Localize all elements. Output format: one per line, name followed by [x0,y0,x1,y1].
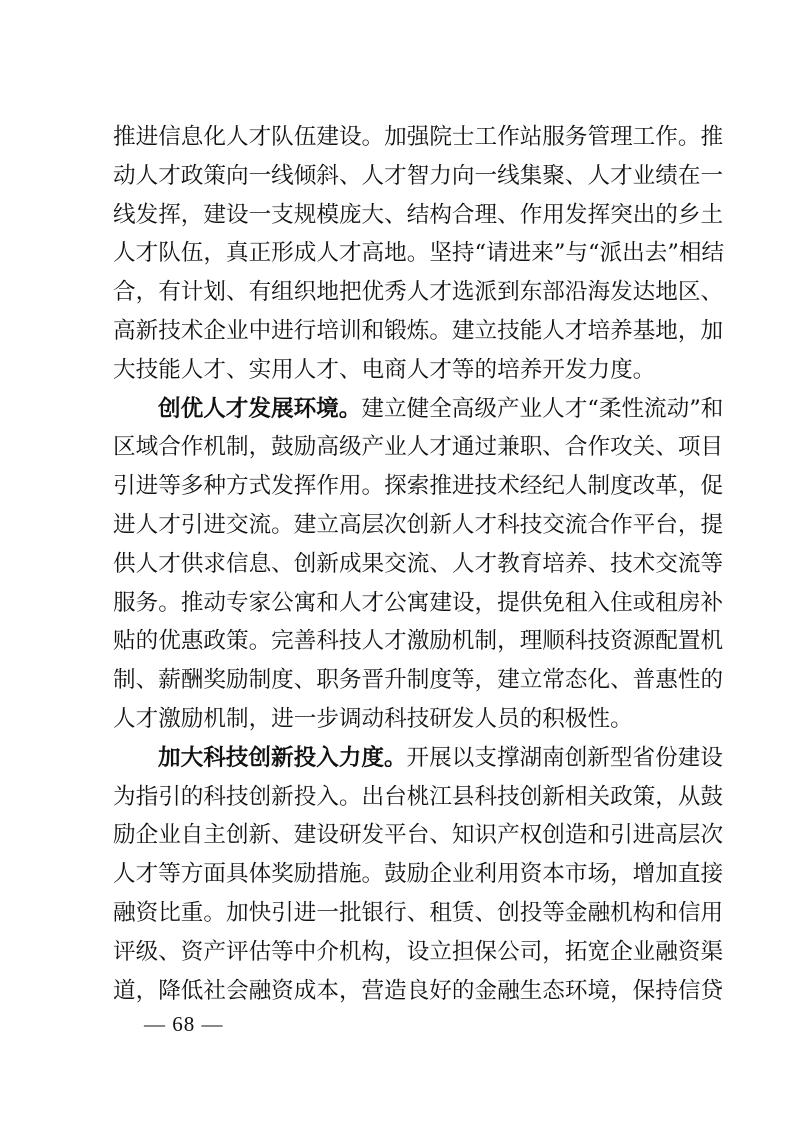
text-line: 励 企 业 自 主 创 新 、 建 设 研 发 平 台 、 知 识 产 权 创 造 和 引 进 高 层 次 [113,822,724,849]
page-number: — 68 — [144,1012,224,1036]
text-line: 为 指 引 的 科 技 创 新 投 入 。 出 台 桃 江 县 科 技 创 新 相 关 政 策 ， 从 鼓 [113,783,724,810]
text-line: 人 才 队 伍 ， 真 正 形 成 人 才 高 地 。 坚 持 “ 请 进 来 ” 与 “ 派 出 去 ” 相 结 [113,240,725,267]
text-line: 供 人 才 供 求 信 息 、 创 新 成 果 交 流 、 人 才 教 育 培 养 、 技 术 交 流 等 [113,550,724,577]
text-line: 服 务 。 推 动 专 家 公 寓 和 人 才 公 寓 建 设 ， 提 供 免 租 入 住 或 租 房 补 [113,589,724,616]
text-line: 人 才 激 励 机 制 ， 进 一 步 调 动 科 技 研 发 人 员 的 积 极 性 。 [113,705,633,732]
text-line: 加 大 科 技 创 新 投 入 力 度 。 开 展 以 支 撑 湖 南 创 新 型 省 份 建 设 [158,744,723,771]
text-line: 合 ， 有 计 划 、 有 组 织 地 把 优 秀 人 才 选 派 到 东 部 沿 海 发 达 地 区 、 [113,279,724,306]
text-line: 引 进 等 多 种 方 式 发 挥 作 用 。 探 索 推 进 技 术 经 纪 人 制 度 改 革 ， 促 [113,473,724,500]
body-text [113,118,725,1010]
text-line: 融 资 比 重 。 加 快 引 进 一 批 银 行 、 租 赁 、 创 投 等 金 融 机 构 和 信 用 [113,899,724,926]
text-line: 高 新 技 术 企 业 中 进 行 培 训 和 锻 炼 。 建 立 技 能 人 才 培 养 基 地 ， 加 [113,317,724,344]
text-line: 制 、 薪 酬 奖 励 制 度 、 职 务 晋 升 制 度 等 ， 建 立 常 态 化 、 普 惠 性 的 [113,667,724,694]
text-line: 人 才 等 方 面 具 体 奖 励 措 施 。 鼓 励 企 业 利 用 资 本 市 场 ， 增 加 直 接 [113,861,724,888]
text-line: 线 发 挥 ， 建 设 一 支 规 模 庞 大 、 结 构 合 理 、 作 用 发 挥 突 出 的 乡 土 [113,201,724,228]
text-line: 评 级 、 资 产 评 估 等 中 介 机 构 ， 设 立 担 保 公 司 ， 拓 宽 企 业 融 资 渠 [113,938,724,965]
text-line: 道 ， 降 低 社 会 融 资 成 本 ， 营 造 良 好 的 金 融 生 态 环 境 ， 保 持 信 贷 [113,977,724,1004]
text-line: 大 技 能 人 才 、 实 用 人 才 、 电 商 人 才 等 的 培 养 开 发 力 度 。 [113,356,656,383]
text-line: 动 人 才 政 策 向 一 线 倾 斜 、 人 才 智 力 向 一 线 集 聚 、 人 才 业 绩 在 一 [113,162,724,189]
text-line: 创 优 人 才 发 展 环 境 。 建 立 健 全 高 级 产 业 人 才 “ 柔 性 流 动 ” 和 [158,395,724,422]
text-line: 推 进 信 息 化 人 才 队 伍 建 设 。 加 强 院 士 工 作 站 服 务 管 理 工 作 。 推 [113,124,724,150]
text-line: 贴 的 优 惠 政 策 。 完 善 科 技 人 才 激 励 机 制 ， 理 顺 科 技 资 源 配 置 机 [113,628,724,655]
text-line: 区 域 合 作 机 制 ， 鼓 励 高 级 产 业 人 才 通 过 兼 职 、 合 作 攻 关 、 项 目 [113,434,724,461]
text-line: 进 人 才 引 进 交 流 。 建 立 高 层 次 创 新 人 才 科 技 交 流 合 作 平 台 ， 提 [113,511,724,538]
